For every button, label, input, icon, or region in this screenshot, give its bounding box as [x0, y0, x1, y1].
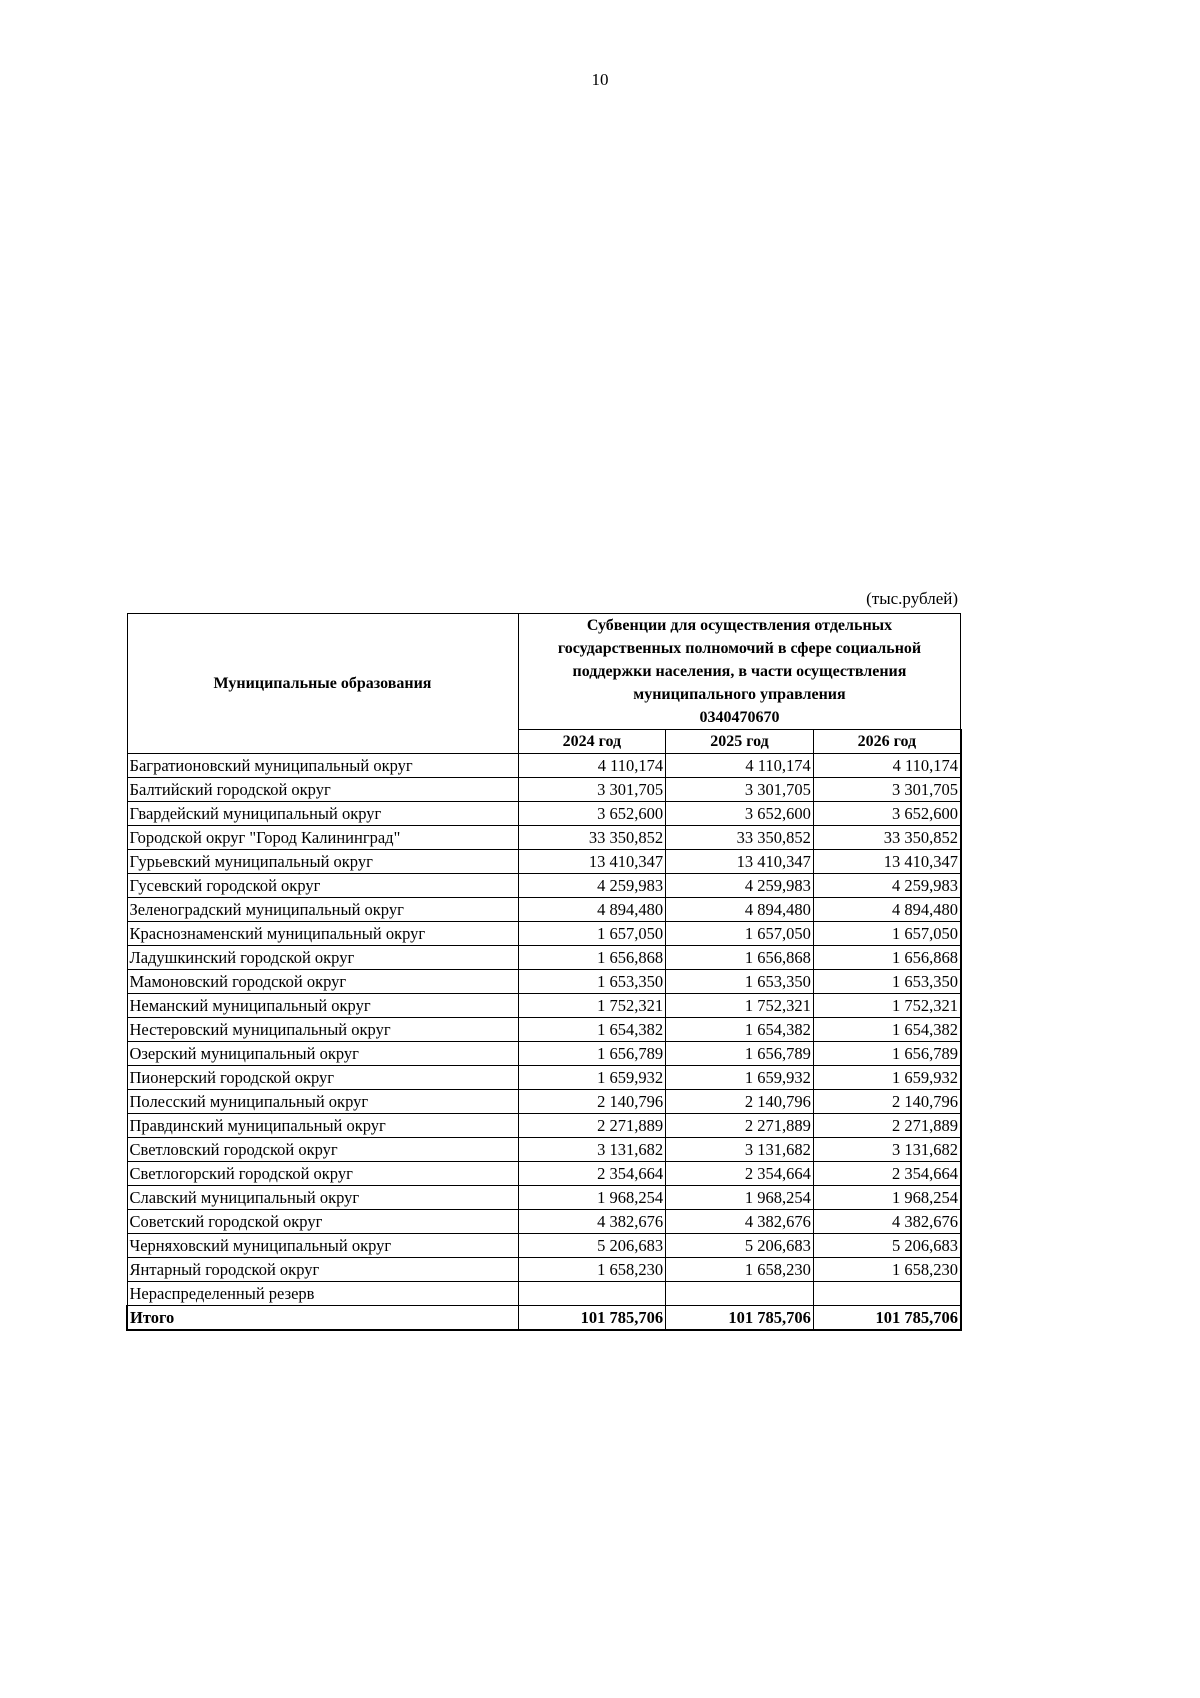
- amount-cell: 4 259,983: [666, 874, 814, 898]
- header-desc-line: Субвенции для осуществления отдельных: [586, 617, 893, 634]
- municipality-name: Славский муниципальный округ: [127, 1186, 518, 1210]
- municipality-name: Янтарный городской округ: [127, 1258, 518, 1282]
- amount-cell: 1 658,230: [813, 1258, 961, 1282]
- amount-cell: 3 652,600: [518, 802, 666, 826]
- amount-cell: 2 140,796: [518, 1090, 666, 1114]
- amount-cell: 13 410,347: [518, 850, 666, 874]
- amount-cell: 1 657,050: [518, 922, 666, 946]
- municipality-name: Неманский муниципальный округ: [127, 994, 518, 1018]
- municipality-name: Гурьевский муниципальный округ: [127, 850, 518, 874]
- amount-cell: 4 382,676: [518, 1210, 666, 1234]
- header-desc-line: муниципального управления: [633, 686, 846, 703]
- municipality-name: Полесский муниципальный округ: [127, 1090, 518, 1114]
- amount-cell: 1 657,050: [666, 922, 814, 946]
- amount-cell: 1 659,932: [666, 1066, 814, 1090]
- table-row: [127, 1162, 961, 1186]
- amount-cell: 1 653,350: [518, 970, 666, 994]
- table-row: [127, 1234, 961, 1258]
- municipality-name: Мамоновский городской округ: [127, 970, 518, 994]
- municipality-name: Багратионовский муниципальный округ: [127, 754, 518, 778]
- total-amount-cell: 101 785,706: [666, 1306, 814, 1331]
- municipality-name: Правдинский муниципальный округ: [127, 1114, 518, 1138]
- amount-cell: 4 894,480: [518, 898, 666, 922]
- amount-cell: 1 653,350: [666, 970, 814, 994]
- table-row: [127, 754, 961, 778]
- amount-cell: 3 131,682: [666, 1138, 814, 1162]
- amount-cell: 4 110,174: [666, 754, 814, 778]
- table-row: [127, 1258, 961, 1282]
- header-code: 0340470670: [699, 709, 780, 726]
- table-row: [127, 802, 961, 826]
- amount-cell: 3 301,705: [666, 778, 814, 802]
- total-amount-cell: 101 785,706: [813, 1306, 961, 1331]
- amount-cell: 3 301,705: [518, 778, 666, 802]
- amount-cell: [518, 1282, 666, 1306]
- year-2024-header: 2024 год: [518, 730, 666, 754]
- amount-cell: 1 658,230: [518, 1258, 666, 1282]
- amount-cell: 4 110,174: [813, 754, 961, 778]
- table-row: [127, 970, 961, 994]
- amount-cell: 1 656,789: [813, 1042, 961, 1066]
- amount-cell: 1 752,321: [666, 994, 814, 1018]
- amount-cell: 4 110,174: [518, 754, 666, 778]
- municipality-name: Озерский муниципальный округ: [127, 1042, 518, 1066]
- table-row: [127, 850, 961, 874]
- amount-cell: 4 382,676: [666, 1210, 814, 1234]
- amount-cell: 4 382,676: [813, 1210, 961, 1234]
- municipality-name: Гусевский городской округ: [127, 874, 518, 898]
- table-row: [127, 778, 961, 802]
- amount-cell: 1 654,382: [813, 1018, 961, 1042]
- amount-cell: 2 271,889: [813, 1114, 961, 1138]
- amount-cell: 1 656,868: [518, 946, 666, 970]
- amount-cell: 4 894,480: [666, 898, 814, 922]
- amount-cell: 3 301,705: [813, 778, 961, 802]
- amount-cell: 13 410,347: [813, 850, 961, 874]
- municipality-name: Зеленоградский муниципальный округ: [127, 898, 518, 922]
- amount-cell: 5 206,683: [813, 1234, 961, 1258]
- table-row: [127, 994, 961, 1018]
- amount-cell: 1 968,254: [518, 1186, 666, 1210]
- municipality-name: Нестеровский муниципальный округ: [127, 1018, 518, 1042]
- amount-cell: 1 656,789: [518, 1042, 666, 1066]
- amount-cell: 33 350,852: [518, 826, 666, 850]
- amount-cell: 1 656,868: [813, 946, 961, 970]
- table-row: [127, 1042, 961, 1066]
- amount-cell: 1 752,321: [518, 994, 666, 1018]
- table-row: [127, 826, 961, 850]
- page-number: 10: [591, 70, 609, 89]
- municipality-name: Балтийский городской округ: [127, 778, 518, 802]
- amount-cell: 3 131,682: [813, 1138, 961, 1162]
- municipality-name: Светлогорский городской округ: [127, 1162, 518, 1186]
- table-header-row: [127, 614, 961, 730]
- municipality-name: Черняховский муниципальный округ: [127, 1234, 518, 1258]
- amount-cell: 2 354,664: [813, 1162, 961, 1186]
- amount-cell: 1 752,321: [813, 994, 961, 1018]
- municipality-name: Городской округ "Город Калининград": [127, 826, 518, 850]
- table-row: [127, 874, 961, 898]
- amount-cell: 5 206,683: [666, 1234, 814, 1258]
- amount-cell: 33 350,852: [813, 826, 961, 850]
- municipality-name: Ладушкинский городской округ: [127, 946, 518, 970]
- header-desc-line: государственных полномочий в сфере социальной: [557, 640, 922, 657]
- amount-cell: 13 410,347: [666, 850, 814, 874]
- municipality-name: Гвардейский муниципальный округ: [127, 802, 518, 826]
- amount-cell: 2 271,889: [518, 1114, 666, 1138]
- header-municipalities: Муниципальные образования: [127, 614, 518, 754]
- municipality-name: Светловский городской округ: [127, 1138, 518, 1162]
- amount-cell: [666, 1282, 814, 1306]
- year-2025-header: 2025 год: [666, 730, 814, 754]
- amount-cell: 1 968,254: [813, 1186, 961, 1210]
- table-row: [127, 1018, 961, 1042]
- amount-cell: 1 658,230: [666, 1258, 814, 1282]
- table-row: [127, 946, 961, 970]
- table-row: [127, 898, 961, 922]
- amount-cell: 2 354,664: [518, 1162, 666, 1186]
- table-row: [127, 922, 961, 946]
- header-subvention-description: [518, 614, 961, 730]
- amount-cell: 1 657,050: [813, 922, 961, 946]
- amount-cell: 2 140,796: [666, 1090, 814, 1114]
- table-row: [127, 1066, 961, 1090]
- amount-cell: 1 653,350: [813, 970, 961, 994]
- amount-cell: 2 271,889: [666, 1114, 814, 1138]
- amount-cell: 3 652,600: [813, 802, 961, 826]
- amount-cell: 33 350,852: [666, 826, 814, 850]
- table-row: [127, 1090, 961, 1114]
- table-row: [127, 1282, 961, 1306]
- amount-cell: 1 656,868: [666, 946, 814, 970]
- amount-cell: 3 131,682: [518, 1138, 666, 1162]
- amount-cell: 1 654,382: [666, 1018, 814, 1042]
- table-row: [127, 1186, 961, 1210]
- municipality-name: Пионерский городской округ: [127, 1066, 518, 1090]
- amount-cell: 5 206,683: [518, 1234, 666, 1258]
- amount-cell: [813, 1282, 961, 1306]
- amount-cell: 1 659,932: [813, 1066, 961, 1090]
- amount-cell: 4 894,480: [813, 898, 961, 922]
- year-2026-header: 2026 год: [813, 730, 961, 754]
- table-body: [127, 754, 961, 1331]
- units-label: (тыс.рублей): [866, 589, 958, 608]
- amount-cell: 4 259,983: [813, 874, 961, 898]
- total-amount-cell: 101 785,706: [518, 1306, 666, 1331]
- amount-cell: 2 354,664: [666, 1162, 814, 1186]
- amount-cell: 4 259,983: [518, 874, 666, 898]
- amount-cell: 1 654,382: [518, 1018, 666, 1042]
- municipality-name: Советский городской округ: [127, 1210, 518, 1234]
- amount-cell: 1 659,932: [518, 1066, 666, 1090]
- municipality-name: Краснознаменский муниципальный округ: [127, 922, 518, 946]
- amount-cell: 3 652,600: [666, 802, 814, 826]
- total-label: Итого: [127, 1306, 518, 1331]
- municipality-name: Нераспределенный резерв: [127, 1282, 518, 1306]
- subvention-table: [126, 613, 962, 1331]
- table-row: [127, 1114, 961, 1138]
- table-row: [127, 1138, 961, 1162]
- amount-cell: 1 656,789: [666, 1042, 814, 1066]
- table-row: [127, 1210, 961, 1234]
- header-desc-line: поддержки населения, в части осуществления: [572, 663, 907, 680]
- total-row: [127, 1306, 961, 1331]
- amount-cell: 2 140,796: [813, 1090, 961, 1114]
- amount-cell: 1 968,254: [666, 1186, 814, 1210]
